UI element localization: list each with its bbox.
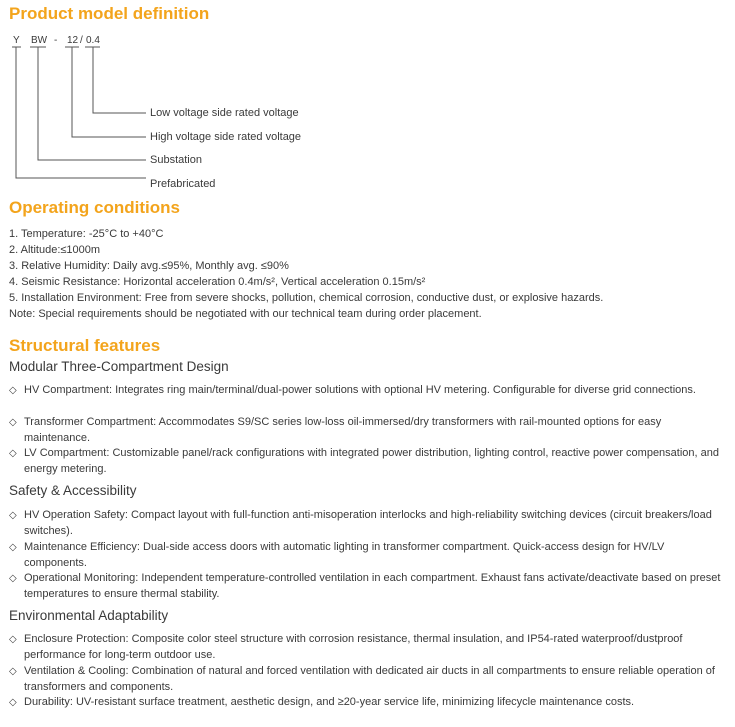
connector-bw [38,47,146,160]
structural-title: Structural features [9,336,161,355]
feature-item [9,695,724,711]
operating-note: Note: Special requirements should be negotiated with our technical team during order placement. [9,308,482,320]
diamond-bullet-icon: ◇ [9,666,17,677]
connector-lv [93,47,146,113]
feature-item [9,415,724,446]
feature-text: Enclosure Protection: Composite color steel structure with corrosion resistance, thermal insulation, and IP54-rated waterproof/dustproof performance for long-term outdoor use. [24,633,683,661]
label-low-voltage: Low voltage side rated voltage [150,107,299,119]
code-y: Y [13,35,20,46]
label-substation: Substation [150,154,202,166]
diamond-bullet-icon: ◇ [9,542,17,553]
feature-text: Operational Monitoring: Independent temperature-controlled ventilation in each compartment. Exhaust fans activate/deactivate based on preset temperatures to ensure thermal stability. [24,572,721,600]
code-hv: 12 [67,35,79,46]
diamond-bullet-icon: ◇ [9,510,17,521]
label-prefabricated: Prefabricated [150,178,216,190]
operating-item: 3. Relative Humidity: Daily avg.≤95%, Monthly avg. ≤90% [9,260,289,272]
feature-item [9,571,724,602]
code-lv: 0.4 [86,35,100,46]
feature-text: Durability: UV-resistant surface treatment, aesthetic design, and ≥20-year service life, minimizing lifecycle maintenance costs. [24,696,635,708]
feature-item [9,383,724,399]
diamond-bullet-icon: ◇ [9,697,17,708]
operating-title: Operating conditions [9,198,180,217]
feature-item [9,664,724,695]
code-dash: - [54,35,58,46]
label-high-voltage: High voltage side rated voltage [150,131,302,143]
feature-item [9,540,724,571]
feature-text: HV Operation Safety: Compact layout with full-function anti-misoperation interlocks and high-reliability switching devices (circuit breakers/load switches). [24,509,712,537]
diamond-bullet-icon: ◇ [9,634,17,645]
feature-item [9,508,724,539]
feature-item [9,632,724,663]
feature-text: Maintenance Efficiency: Dual-side access doors with automatic lighting in transformer compartment. Quick-access design for HV/LV components. [24,541,665,569]
operating-item: 2. Altitude:≤1000m [9,244,101,256]
code-bw: BW [31,35,48,46]
operating-item: 4. Seismic Resistance: Horizontal acceleration 0.4m/s², Vertical acceleration 0.15m/s² [9,276,426,288]
feature-text: Ventilation & Cooling: Combination of natural and forced ventilation with dedicated air ducts in all compartments to ensure reliable operation of transformers and components. [24,665,715,693]
diamond-bullet-icon: ◇ [9,573,17,584]
operating-item: 5. Installation Environment: Free from severe shocks, pollution, chemical corrosion, conductive dust, or explosive hazards. [9,292,604,304]
connector-hv [72,47,146,137]
feature-text: Transformer Compartment: Accommodates S9/SC series low-loss oil-immersed/dry transformers with rail-mounted options for easy maintenance. [24,416,662,444]
feature-text: HV Compartment: Integrates ring main/terminal/dual-power solutions with optional HV metering. Configurable for diverse grid connections. [24,384,696,396]
feature-item [9,446,724,477]
model-title: Product model definition [9,4,210,23]
diamond-bullet-icon: ◇ [9,448,17,459]
code-slash: / [80,35,83,46]
operating-item: 1. Temperature: -25°C to +40°C [9,228,164,240]
section-heading: Environmental Adaptability [9,608,169,623]
section-heading: Modular Three-Compartment Design [9,359,229,374]
model-code-tree-diagram [0,0,160,190]
feature-text: LV Compartment: Customizable panel/rack configurations with integrated power distribution, lighting control, reactive power compensation, and energy metering. [24,447,719,475]
diamond-bullet-icon: ◇ [9,385,17,396]
section-heading: Safety & Accessibility [9,483,137,498]
diamond-bullet-icon: ◇ [9,417,17,428]
